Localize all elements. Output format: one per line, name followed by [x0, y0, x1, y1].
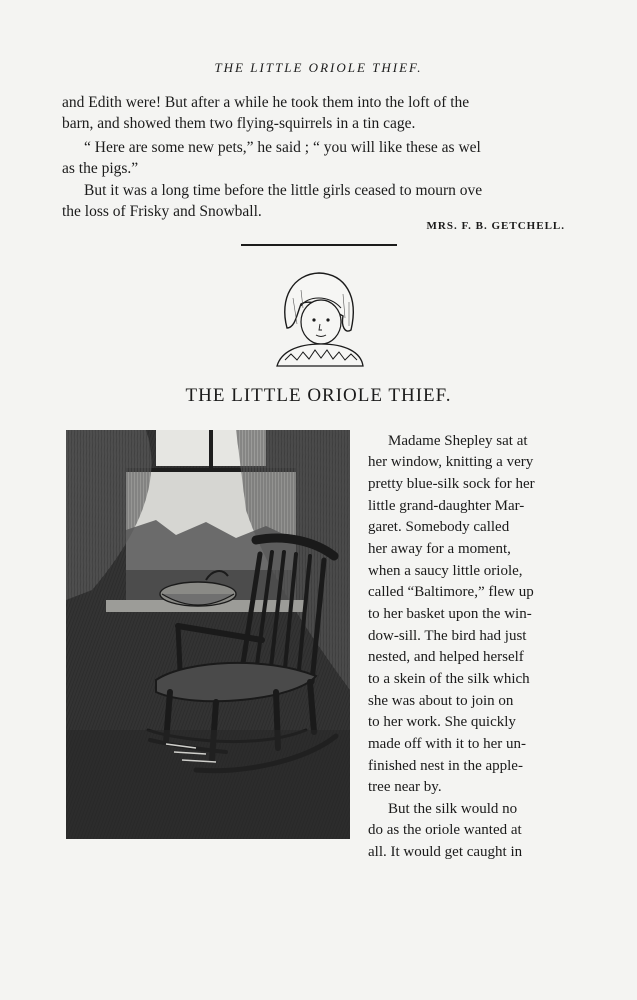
story-line: to her basket upon the win-	[368, 606, 532, 622]
story-line: she was about to join on	[368, 693, 514, 709]
story-line: all. It would get caught in	[368, 844, 523, 860]
prev-story-line: the loss of Frisky and Snowball.	[62, 203, 262, 220]
story-line: made off with it to her un-	[368, 736, 527, 752]
story-line: her window, knitting a very	[368, 454, 534, 470]
story-line-text: Madame Shepley sat at	[388, 433, 528, 449]
rocking-chair-engraving	[66, 430, 350, 839]
prev-story-line: “ Here are some new pets,” he said ; “ you will like these as wel	[84, 139, 481, 156]
story-line: pretty blue-silk sock for her	[368, 476, 535, 492]
section-divider	[241, 244, 397, 246]
story-line-text: But the silk would no	[388, 801, 518, 817]
story-line: little grand-daughter Mar-	[368, 498, 525, 514]
prev-story-line: and Edith were! But after a while he took them into the loft of the	[62, 94, 470, 111]
prev-story-line: barn, and showed them two flying-squirrels in a tin cage.	[62, 115, 416, 132]
story-line: when a saucy little oriole,	[368, 563, 523, 579]
story-line: do as the oriole wanted at	[368, 822, 522, 838]
story-line: dow-sill. The bird had just	[368, 628, 527, 644]
child-portrait-vignette	[271, 268, 367, 374]
story-line: to her work. She quickly	[368, 714, 516, 730]
story-line: tree near by.	[368, 779, 442, 795]
story-title: THE LITTLE ORIOLE THIEF.	[185, 385, 452, 406]
story-line: her away for a moment,	[368, 541, 511, 557]
story-line: nested, and helped herself	[368, 649, 524, 665]
story-line: called “Baltimore,” flew up	[368, 584, 534, 600]
prev-story-line: as the pigs.”	[62, 160, 139, 177]
author-signature: MRS. F. B. GETCHELL.	[426, 220, 565, 232]
story-line	[368, 431, 576, 453]
story-line: to a skein of the silk which	[368, 671, 530, 687]
engraving-artwork	[66, 430, 350, 839]
prev-story-line: But it was a long time before the little girls ceased to mourn ove	[84, 182, 483, 199]
story-line: finished nest in the apple-	[368, 758, 523, 774]
story-line	[368, 799, 576, 821]
running-head: THE LITTLE ORIOLE THIEF.	[214, 60, 423, 75]
story-line: garet. Somebody called	[368, 519, 510, 535]
